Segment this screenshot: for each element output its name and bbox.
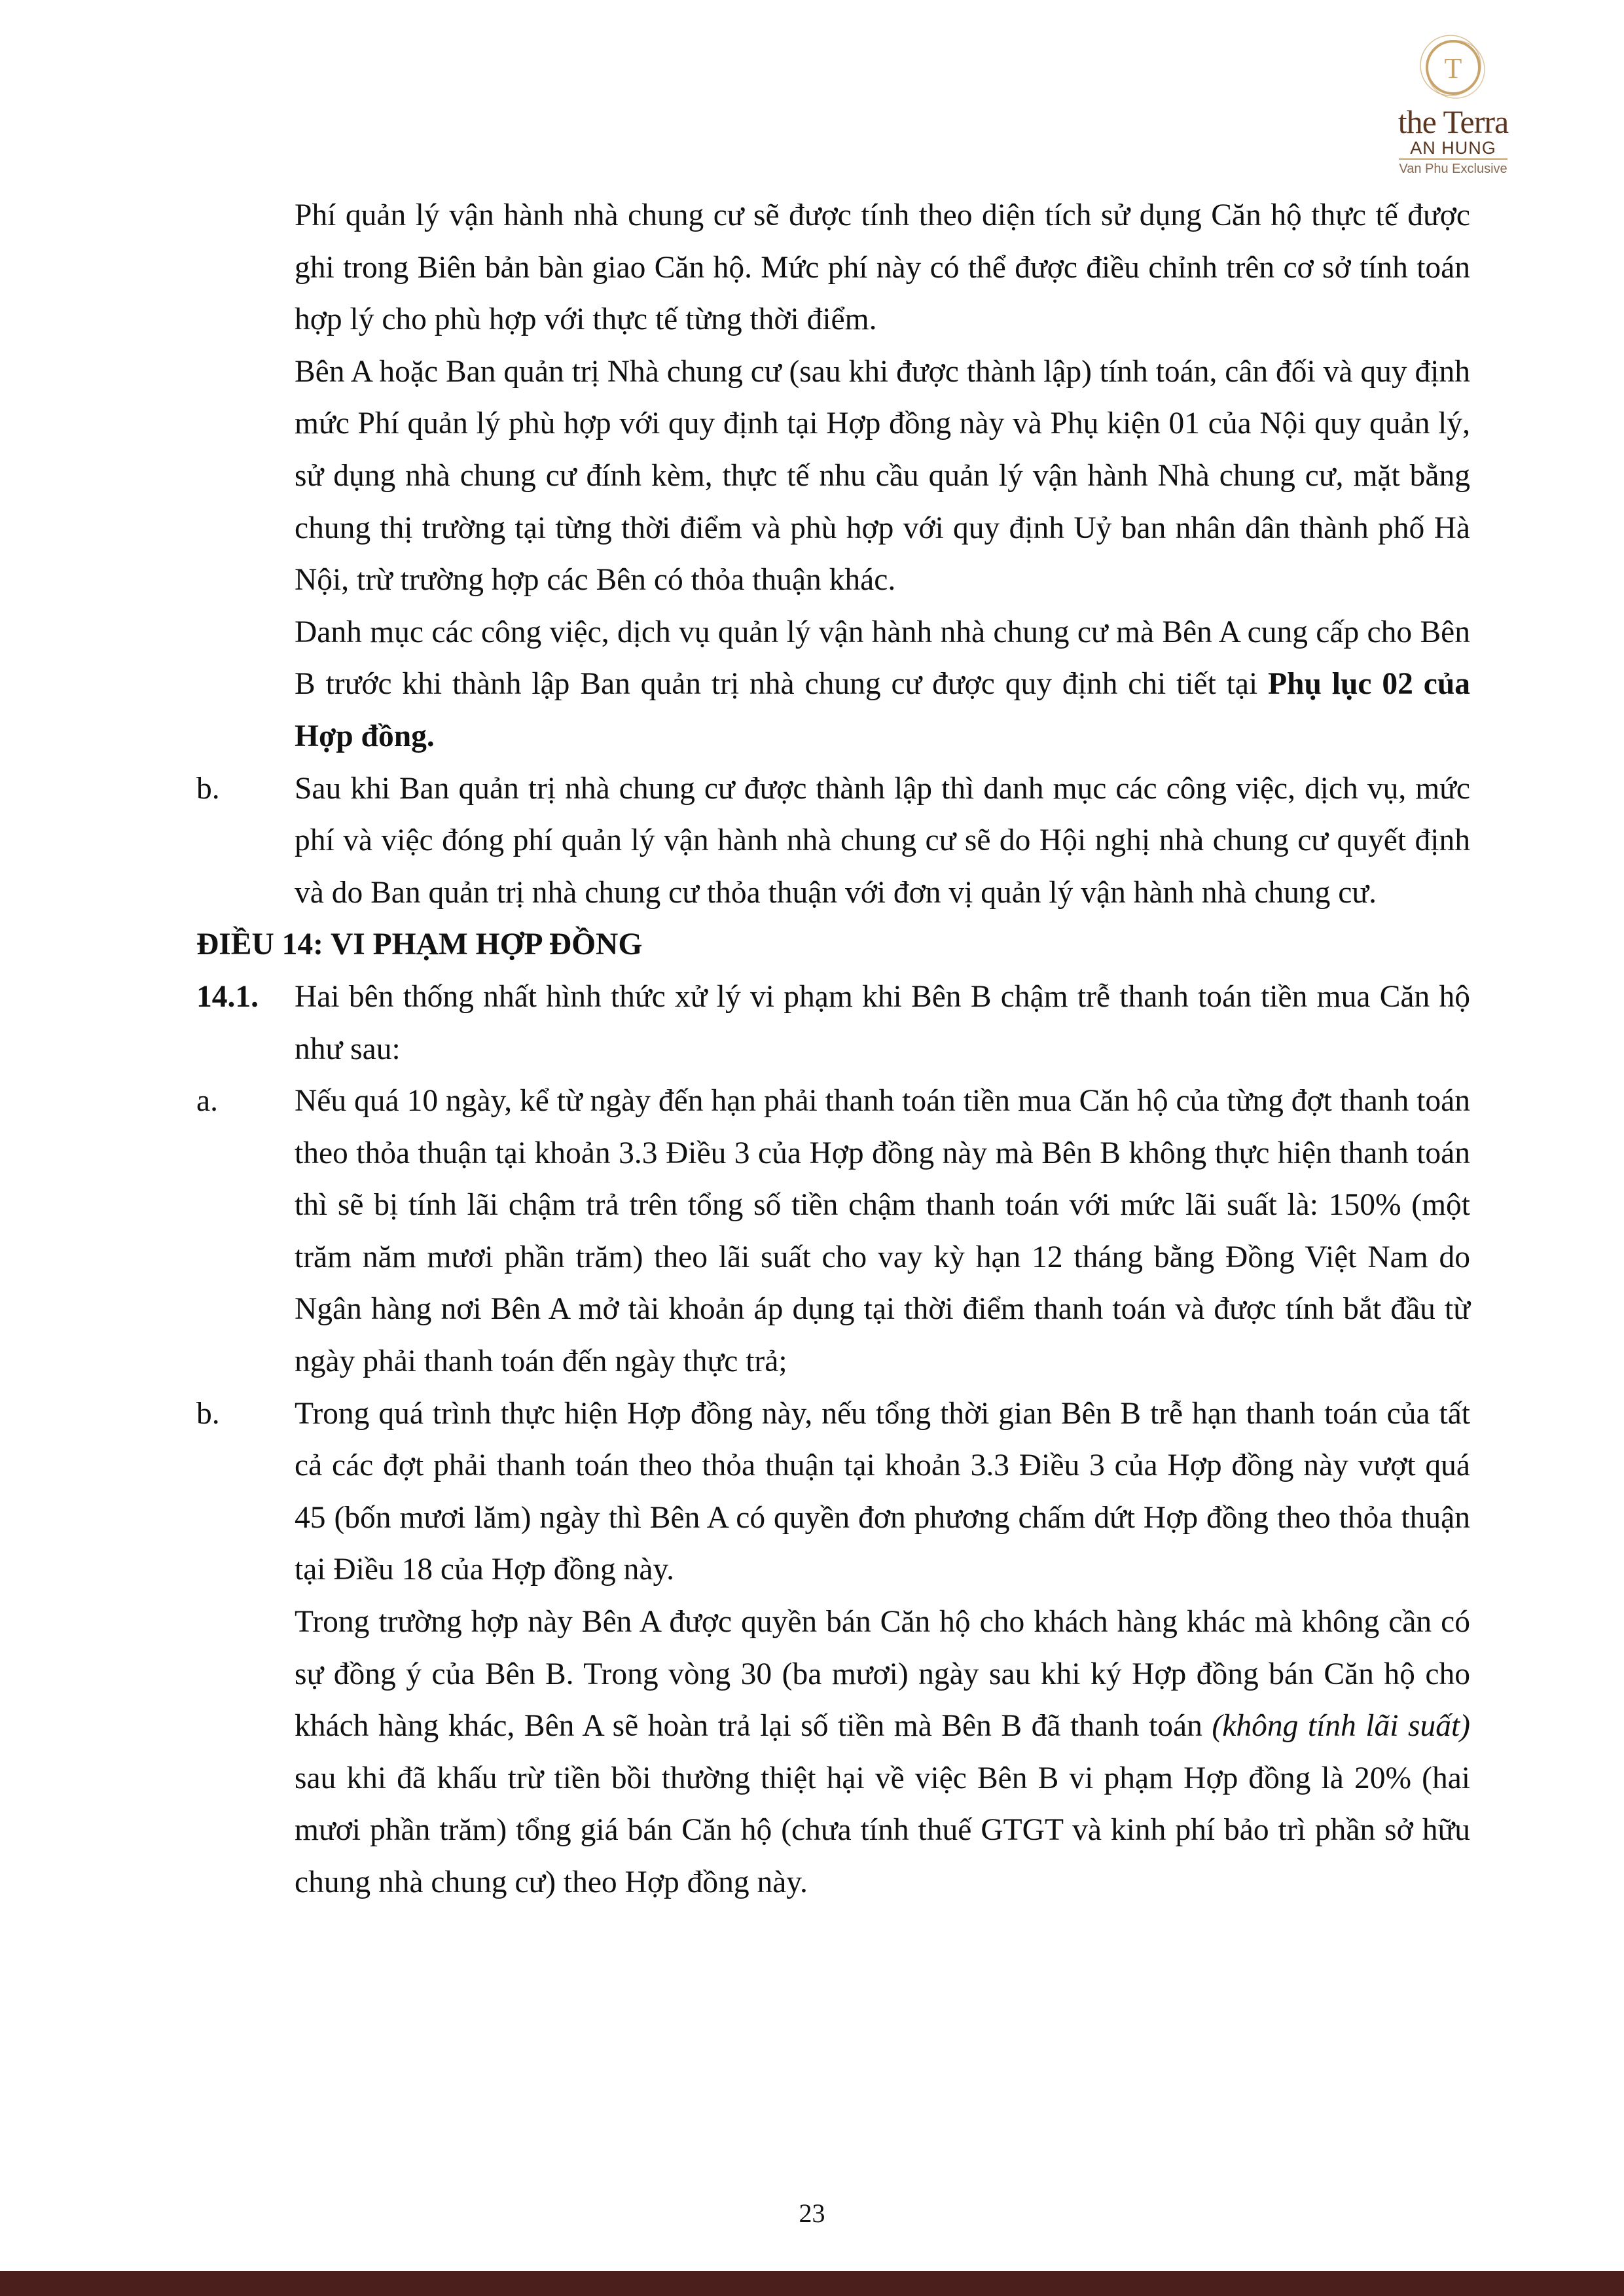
paragraph-text: Nếu quá 10 ngày, kể từ ngày đến hạn phải thanh toán tiền mua Căn hộ của từng đợt thanh toán theo thỏa thuận tại khoản 3.3 Điều 3 của Hợp đồng này mà Bên B không thực hiện thanh toán thì sẽ bị tính lãi chậm trả trên tổng số tiền chậm thanh toán với mức lãi suất là: 150% (một trăm năm mươi phần trăm) theo lãi suất cho vay kỳ hạn 12 tháng bằng Đồng Việt Nam do Ngân hàng nơi Bên A mở tài khoản áp dụng tại thời điểm thanh toán và được tính bắt đầu từ ngày phải thanh toán đến ngày thực trả; [295, 1084, 1470, 1379]
the-terra-logo [1362, 31, 1545, 188]
list-item-b-termination [196, 1388, 1470, 1596]
paragraph-text: Hai bên thống nhất hình thức xử lý vi phạm khi Bên B chậm trễ thanh toán tiền mua Căn hộ như sau: [295, 979, 1470, 1066]
list-marker: b. [196, 1396, 220, 1431]
paragraph-text: Bên A hoặc Ban quản trị Nhà chung cư (sau khi được thành lập) tính toán, cân đối và quy định mức Phí quản lý phù hợp với quy định tại Hợp đồng này và Phụ kiện 01 của Nội quy quản lý, sử dụng nhà chung cư đính kèm, thực tế nhu cầu quản lý vận hành Nhà chung cư, mặt bằng chung thị trường tại từng thời điểm và phù hợp với quy định Uỷ ban nhân dân thành phố Hà Nội, trừ trường hợp các Bên có thỏa thuận khác. [295, 354, 1470, 598]
document-body [196, 190, 1470, 1909]
list-marker: b. [196, 771, 220, 806]
page-number: 23 [799, 2198, 825, 2228]
list-item-b-management-board [196, 763, 1470, 920]
paragraph-text: Sau khi Ban quản trị nhà chung cư được thành lập thì danh mục các công việc, dịch vụ, mức phí và việc đóng phí quản lý vận hành nhà chung cư sẽ do Hội nghị nhà chung cư quyết định và do Ban quản trị nhà chung cư thỏa thuận với đơn vị quản lý vận hành nhà chung cư. [295, 771, 1470, 910]
paragraph-resale-refund [196, 1596, 1470, 1909]
paragraph-service-list [196, 607, 1470, 763]
paragraph-text: Phí quản lý vận hành nhà chung cư sẽ được tính theo diện tích sử dụng Căn hộ thực tế được ghi trong Biên bản bàn giao Căn hộ. Mức phí này có thể được điều chỉnh trên cơ sở tính toán hợp lý cho phù hợp với thực tế từng thời điểm. [295, 198, 1470, 337]
paragraph-text: sau khi đã khấu trừ tiền bồi thường thiệt hại về việc Bên B vi phạm Hợp đồng là 20% (hai mươi phần trăm) tổng giá bán Căn hộ (chưa tính thuế GTGT và kinh phí bảo trì phần sở hữu chung nhà chung cư) theo Hợp đồng này. [295, 1761, 1470, 1899]
list-item-a-late-interest [196, 1075, 1470, 1388]
paragraph-text: Trong quá trình thực hiện Hợp đồng này, nếu tổng thời gian Bên B trễ hạn thanh toán của tất cả các đợt phải thanh toán theo thỏa thuận tại khoản 3.3 Điều 3 của Hợp đồng này vượt quá 45 (bốn mươi lăm) ngày thì Bên A có quyền đơn phương chấm dứt Hợp đồng theo thỏa thuận tại Điều 18 của Hợp đồng này. [295, 1396, 1470, 1587]
logo-name: the Terra [1398, 103, 1509, 140]
clause-14-1 [196, 971, 1470, 1075]
footer-bar [0, 2271, 1624, 2296]
section-heading: ĐIỀU 14: VI PHẠM HỢP ĐỒNG [196, 927, 643, 962]
logo-tagline: Van Phu Exclusive [1399, 158, 1507, 177]
paragraph-text: Trong trường hợp này Bên A được quyền bán Căn hộ cho khách hàng khác mà không cần có sự đồng ý của Bên B. Trong vòng 30 (ba mươi) ngày sau khi ký Hợp đồng bán Căn hộ cho khách hàng khác, Bên A sẽ hoàn trả lại số tiền mà Bên B đã thanh toán [295, 1605, 1470, 1744]
logo-subtitle: AN HUNG [1410, 138, 1496, 158]
ring-monogram-icon [1414, 31, 1492, 103]
paragraph-fee-calculation [196, 190, 1470, 346]
italic-note: (không tính lãi suất) [1212, 1709, 1470, 1744]
appendix-reference: Phụ lục 02 của Hợp đồng. [295, 667, 1470, 753]
paragraph-text: Danh mục các công việc, dịch vụ quản lý vận hành nhà chung cư mà Bên A cung cấp cho Bên B trước khi thành lập Ban quản trị nhà chung cư được quy định chi tiết tại [295, 615, 1470, 702]
svg-text:T: T [1444, 52, 1462, 84]
clause-number: 14.1. [196, 979, 259, 1014]
list-marker: a. [196, 1084, 218, 1119]
paragraph-fee-regulation [196, 346, 1470, 607]
